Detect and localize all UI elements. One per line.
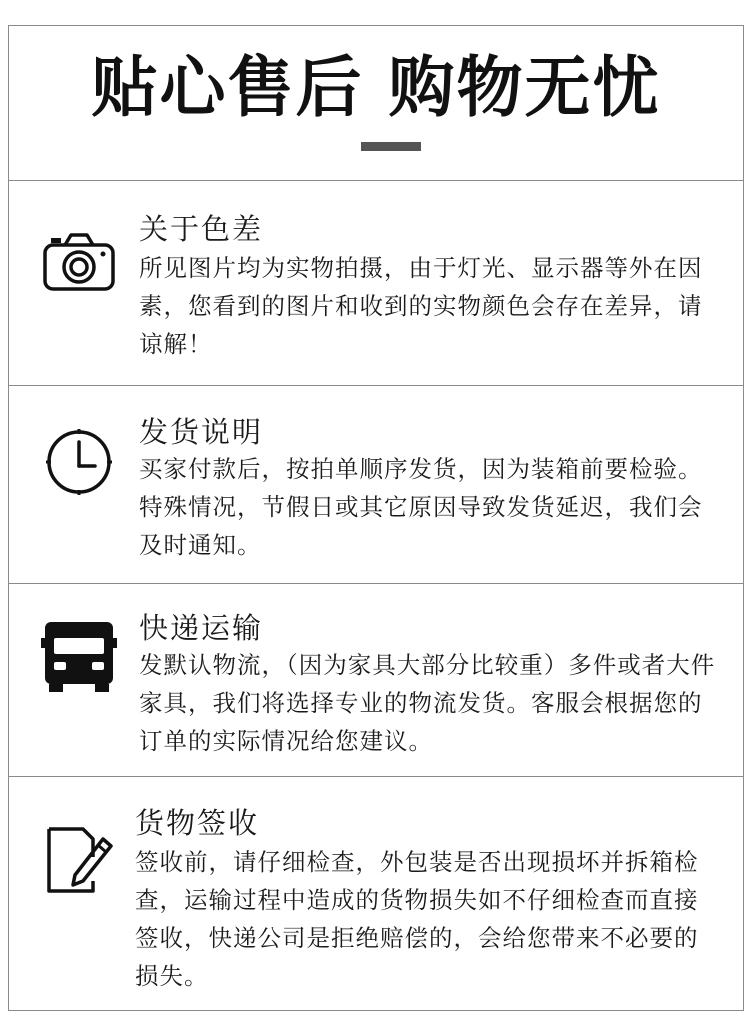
page-title: 贴心售后 购物无忧 [91,49,661,126]
section-body: 签收前，请仔细检查，外包装是否出现损坏并拆箱检查，运输过程中造成的货物损失如不仔细检查而直接签收，快递公司是拒绝赔偿的，会给您带来不必要的损失。 [135,848,699,990]
header [9,26,743,181]
section-body: 买家付款后，按拍单顺序发货，因为装箱前要检验。特殊情况，节假日或其它原因导致发货延迟，我们会及时通知。 [139,455,703,559]
after-sales-card [8,25,744,1011]
section-body: 发默认物流，（因为家具大部分比较重）多件或者大件家具，我们将选择专业的物流发货。客服会根据您的订单的实际情况给您建议。 [139,651,716,755]
section-title: 发货说明 [139,415,264,449]
section-title: 关于色差 [139,212,264,246]
truck-icon [41,618,117,694]
section-color-difference [9,181,743,386]
section-express-transport [9,584,743,777]
sign-document-icon [41,819,117,895]
camera-icon [41,223,117,299]
section-shipping-notice [9,386,743,584]
section-goods-receipt [9,777,743,1012]
section-body: 所见图片均为实物拍摄，由于灯光、显示器等外在因素，您看到的图片和收到的实物颜色会存在差异，请谅解！ [139,254,703,358]
clock-icon [41,422,117,498]
title-underline [361,142,421,151]
section-title: 快递运输 [139,611,264,645]
section-title: 货物签收 [135,806,260,840]
